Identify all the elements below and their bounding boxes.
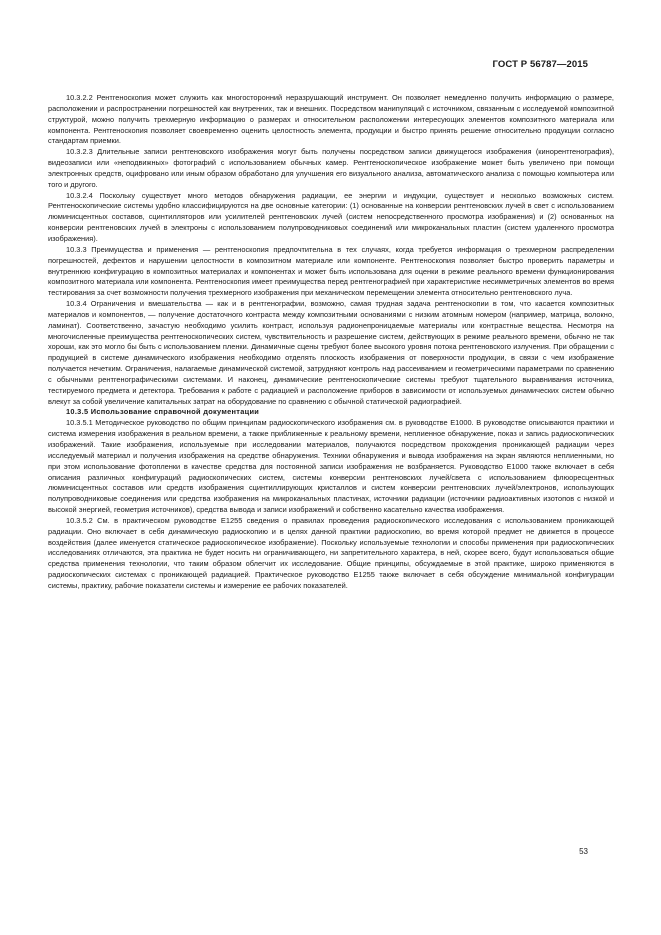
paragraph-10-3-5-2: 10.3.5.2 См. в практическом руководстве E1255 сведения о правилах проведения радиоскопического исследования с использованием проникающей радиации. Оно включает в себя динамическую радиоскопию и в целях данной практики радиоскопию, во время которой предмет не движется в процессе воздействия (далее именуется статическое радиоскопическое изображение). Поскольку используемые технологии и способы применения при радиоскопических исследованиях отличаются, эта практика не будет носить ни ограничивающего, ни запретительного характера, в ней, скорее всего, будут использоваться общие средства применения технологии, что таким образом облегчит их исследование. Общие принципы, обсуждаемые в этой практике, широко применяются в радиоскопических системах с проникающей радиацией. Практическое руководство E1255 также включает в себя обсуждение минимальной конфигурации системы, практику, рабочие показатели системы и измерение ее рабочих показателей. [48,515,614,590]
document-body [48,93,614,592]
paragraph-10-3-4: 10.3.4 Ограничения и вмешательства — как и в рентгенографии, возможно, самая трудная задача рентгеноскопии в том, что касается композитных материалов и компонентов, — получение достаточного контраста между композитными основаниями с низким атомным номером (например, матрица, волокно, ламинат). Соответственно, зачастую необходимо усилить контраст, используя радионепроницаемые материалы или контрастные вещества. Несмотря на многочисленные преимущества рентгеноскопических систем, чувствительность и разрешение систем, действующих в режиме реального времени, обычно не так хороши, как это могло бы быть с использованием пленки. Динамичные сцены требуют более высокого уровня потока рентгеновского излучения. При обращении с продукцией в системе динамического изображения необходимо отделять плоскость изображения от поверхности продукции, в связи с чем изображение получается нечетким. Ограничения, налагаемые динамической системой, затрудняют контроль над рассеиванием и геометрическими параметрами по сравнению с обычными рентгенографическими системами. И наконец, динамические рентгеноскопические системы требуют тщательного выравнивания источника, тестируемого предмета и детектора. Требования к работе с радиацией и расположение приборов в зависимости от используемых динамических систем обычно влекут за собой увеличение капитальных затрат на оборудование по сравнению с обычной статической радиографией. [48,299,614,406]
paragraph-10-3-2-2: 10.3.2.2 Рентгеноскопия может служить как многосторонний неразрушающий инструмент. Он позволяет немедленно получить информацию о размере, расположении и распространении погрешностей как внутренних, так и внешних. Посредством манипуляций с источником, связанным с исследуемой композитной структурой, можно получить трехмерную информацию о размерах и относительном расположении интересующих элементов композитного материала или компонента. Рентгеноскопия позволяет своевременно оценить целостность элемента, продукции и быстро принять решение относительно продукции согласно стандартам приемки. [48,93,614,146]
paragraph-10-3-2-4: 10.3.2.4 Поскольку существует много методов обнаружения радиации, ее энергии и индукции, существует и несколько возможных систем. Рентгеноскопические системы удобно классифицируются на две основные категории: (1) основанные на конверсии рентгеновских лучей в свет с использованием люминисцентных составов, сцинтилляторов или усилителей рентгеновских лучей (систем непосредственного просмотра изображения) и (2) основанных на конверсии рентгеновских лучей в электроны с использованием полупроводниковых соединений или микроканальных пластин (систем удаленного просмотра изображения). [48,190,614,243]
standard-id-header: ГОСТ Р 56787—2015 [492,59,588,70]
paragraph-10-3-5-1: 10.3.5.1 Методическое руководство по общим принципам радиоскопического изображения см. в руководстве E1000. В руководстве описываются практики и система измерения изображения в реальном времени, а также приближенные к реальному времени, неплиенное обнаружение, показ и запись радиоскопических изображений. Такие изображения, используемые при исследовании материалов, получаются посредством прохождения проникающей радиации через исследуемый материал и получения изображения на средстве обнаружения. Техники обнаружения и вывода изображения на экран являются неплиенными, но при этом использование фотопленки в качестве средства для постоянной записи изображения не возбраняется. Руководство E1000 также включает в себя описания различных конфигураций радиоскопических систем, системы конверсии рентгеновских лучей/света с использованием флюоресцентных люминисцентных составов или средств изображения сцинтиллирующих кристаллов и систем конверсии рентгеновских лучей/электронов, использующих полупроводниковые соединения или средства изображения на микроканальных пластинах, источники радиации (источники радиоактивных изотопов с низкой и высокой энергией, геометрия источников), средства вывода и записи изображений и собственно касательно качества изображения. [48,418,614,515]
page-number: 53 [579,847,588,856]
paragraph-10-3-2-3: 10.3.2.3 Длительные записи рентгеновского изображения могут быть получены посредством записи движущегося изображения (кинорентгенография), видеозаписи или «неподвижных» фотографий с использованием обычных камер. Рентгеноскопическое изображение может быть увеличено при помощи электронных средств, оцифровано или иным образом обработано для улучшения его визуального анализа, автоматического анализа с помощью компьютера или того и другого. [48,147,614,189]
section-heading-10-3-5: 10.3.5 Использование справочной документации [66,407,260,417]
paragraph-10-3-3: 10.3.3 Преимущества и применения — рентгеноскопия предпочтительна в тех случаях, когда требуется информация о трехмерном распределении погрешностей, дефектов и нарушении целостности в композитном материале или компоненте. Рентгеноскопия позволяет быстро проверить параметры и внутреннюю конфигурацию в композитных материалах и компонентах и может быть использована для оценки в режиме реального времени функционирования композитного материала или компонента. Рентгеноскопия имеет преимущества перед рентгенографией при характеристике несимметричных элементов во время тестирования за счет возможности получения трехмерного изображения при механическом перемещении элемента относительно рентгеновского луча. [48,244,614,298]
